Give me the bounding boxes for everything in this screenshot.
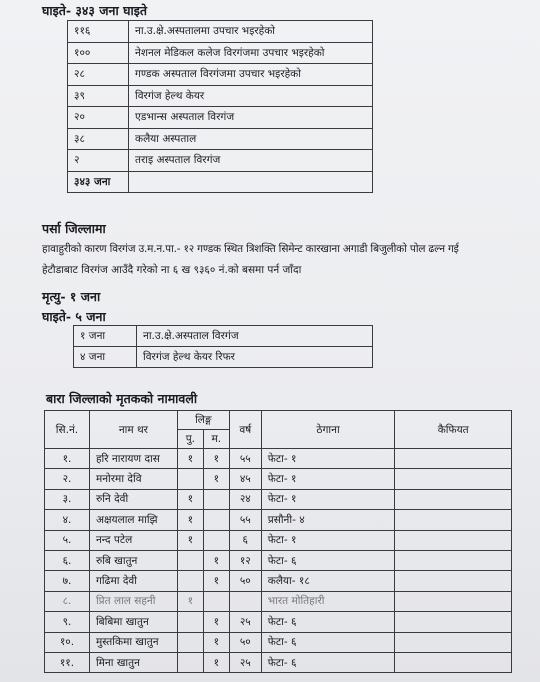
col-male: पु. [177,430,203,449]
col-serial: सि.नं. [45,411,90,449]
age: ५५ [229,449,261,469]
age: २५ [229,652,261,672]
hospital-name: विरगंज हेल्थ केयर रिफर [137,347,373,368]
remarks [395,571,512,591]
table-row [45,489,512,509]
age: ६ [229,530,261,550]
serial-number: ४. [45,510,90,530]
serial-number: ११. [45,652,90,672]
serial-number: ५. [45,530,90,550]
deceased-name: रुनि देवी [89,489,177,509]
address: प्रसौनी- ४ [261,510,395,530]
deceased-name: रुबि खातुन [89,550,177,570]
table-row [45,469,512,489]
col-gender: लिङ्ग [177,411,229,430]
address: कलैया- १८ [261,571,395,591]
injured-count: १०० [68,42,129,64]
age: ५० [229,571,261,591]
male-mark [177,612,203,632]
parsa-injured-table [73,325,373,368]
remarks [395,530,512,550]
deceased-name: मनोरमा देवि [89,469,177,489]
age: ५५ [229,510,261,530]
female-mark: १ [203,571,229,591]
remarks [395,632,512,652]
table-row [45,449,512,469]
table-row [68,150,373,172]
female-mark [203,530,229,550]
male-mark [177,469,203,489]
hospital-name: कलैया अस्पताल [129,128,373,150]
age: २४ [229,489,261,509]
age: २५ [229,612,261,632]
male-mark [177,550,203,570]
hospital-name: गण्डक अस्पताल विरगंजमा उपचार भइरहेको [129,64,373,86]
female-mark: १ [203,612,229,632]
deceased-name: मुस्तकिमा खातुन [89,632,177,652]
female-mark [203,510,229,530]
deceased-name: प्रित लाल सहनी [89,591,177,611]
table-row [45,510,512,530]
male-mark: १ [177,510,203,530]
address: फेटा- १ [261,469,395,489]
female-mark [203,591,229,611]
remarks [395,550,512,570]
male-mark: १ [177,530,203,550]
age: ४५ [229,469,261,489]
bara-title: बारा जिल्लाको मृतकको नामावली [46,391,198,406]
male-mark: १ [177,489,203,509]
injured-count: २८ [68,64,129,86]
deceased-name: नन्द पटेल [89,530,177,550]
table-row [45,652,512,672]
injured-count: ४ जना [74,347,137,368]
col-address: ठेगाना [261,411,395,449]
hospital-name: नेशनल मेडिकल कलेज विरगंजमा उपचार भइरहेको [129,42,373,64]
table-row [45,612,512,632]
deceased-name: बिबिमा खातुन [89,612,177,632]
table-row [68,171,373,193]
address: फेटा- १ [261,489,395,509]
table-row [45,550,512,570]
injured-count: ३८ [68,128,129,150]
table-row [45,632,512,652]
table-row [68,107,373,129]
address: फेटा- ६ [261,652,395,672]
address: फेटा- ६ [261,632,395,652]
col-remarks: कैफियत [395,411,512,449]
deceased-name: हरि नारायण दास [89,449,177,469]
serial-number: १०. [45,632,90,652]
deceased-name: गढिमा देवी [89,571,177,591]
deceased-name: मिना खातुन [89,652,177,672]
table-row [68,64,373,86]
female-mark [203,489,229,509]
serial-number: ८. [45,591,90,611]
injured-count: ११६ [68,21,129,43]
col-age: वर्ष [229,411,261,449]
serial-number: १. [45,449,90,469]
col-name: नाम थर [89,411,177,449]
address: फेटा- ६ [261,612,395,632]
injured-heading: घाइते- ३४३ जना घाइते [42,3,147,18]
parsa-injured: घाइते- ५ जना [42,309,106,324]
female-mark: १ [203,652,229,672]
address: भारत मोतिहारी [261,591,395,611]
bara-deceased-table [44,410,512,673]
female-mark: १ [203,469,229,489]
deceased-name: अक्षयलाल माझि [89,510,177,530]
male-mark: १ [177,449,203,469]
female-mark: १ [203,550,229,570]
hospital-name: तराइ अस्पताल विरगंज [129,150,373,172]
age: १२ [229,550,261,570]
table-row [45,591,512,611]
hospital-name: एडभान्स अस्पताल विरगंज [129,107,373,129]
hospital-name: ना.उ.क्षे.अस्पतालमा उपचार भइरहेको [129,21,373,43]
male-mark [177,652,203,672]
female-mark: १ [203,449,229,469]
remarks [395,652,512,672]
remarks [395,612,512,632]
table-row [68,85,373,107]
table-row [68,128,373,150]
serial-number: ७. [45,571,90,591]
table-row [68,42,373,64]
parsa-title: पर्सा जिल्लामा [42,221,106,236]
male-mark [177,632,203,652]
address: फेटा- १ [261,449,395,469]
age: ५० [229,632,261,652]
remarks [395,489,512,509]
table-row [74,326,373,347]
table-row [74,347,373,368]
col-female: म. [203,430,229,449]
injured-count: ३९ [68,85,129,107]
male-mark [177,571,203,591]
hospital-name [129,171,373,193]
table-row [45,571,512,591]
table-row [68,21,373,43]
male-mark: १ [177,591,203,611]
remarks [395,591,512,611]
parsa-incident-line-2: हेटौडाबाट विरगंज आउँदै गरेको ना ६ ख ९३६० नं.को बसमा पर्न जाँदा [42,264,302,276]
hospital-name: ना.उ.क्षे.अस्पताल विरगंज [137,326,373,347]
injured-hospital-table [67,20,373,193]
serial-number: ३. [45,489,90,509]
parsa-deaths: मृत्यु- १ जना [42,289,101,304]
remarks [395,510,512,530]
serial-number: ९. [45,612,90,632]
serial-number: ६. [45,550,90,570]
injured-count: २ [68,150,129,172]
remarks [395,469,512,489]
total-count: ३४३ जना [68,171,129,193]
injured-count: २० [68,107,129,129]
serial-number: २. [45,469,90,489]
hospital-name: विरगंज हेल्थ केयर [129,85,373,107]
injured-count: १ जना [74,326,137,347]
age [229,591,261,611]
address: फेटा- १ [261,530,395,550]
remarks [395,449,512,469]
address: फेटा- ६ [261,550,395,570]
parsa-incident-line-1: हावाहुरीको कारण विरगंज उ.म.न.पा.- १२ गण्डक स्थित त्रिशक्ति सिमेन्ट कारखाना अगाडी बिजुलीको पोल ढल्न गई [42,243,459,255]
table-row [45,530,512,550]
female-mark: १ [203,632,229,652]
